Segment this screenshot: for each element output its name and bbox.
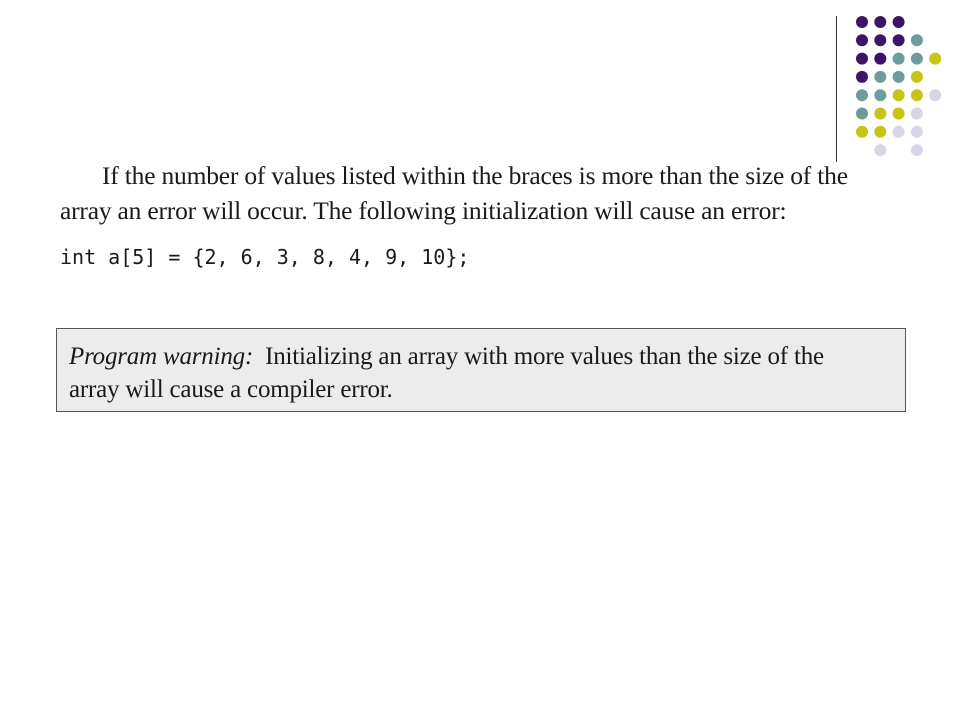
paragraph-line-1: If the number of values listed within the braces is more than the size of the <box>102 161 848 190</box>
warning-text <box>69 340 901 406</box>
dot-lavender <box>874 144 886 156</box>
dot-lavender <box>893 126 905 138</box>
dot-purple <box>856 16 868 28</box>
dot-lavender <box>911 144 923 156</box>
warning-text-line-1: Initializing an array with more values than the size of the <box>265 343 824 370</box>
dot-purple <box>874 53 886 65</box>
dot-purple <box>893 16 905 28</box>
dot-purple <box>856 34 868 46</box>
dot-purple <box>893 34 905 46</box>
dot-purple <box>856 71 868 83</box>
dot-purple <box>856 53 868 65</box>
dot-lime <box>893 89 905 101</box>
decorative-dot-grid <box>0 0 960 170</box>
warning-row-1 <box>69 340 901 373</box>
paragraph-line-2: array an error will occur. The following initialization will cause an error: <box>60 196 787 225</box>
dot-lime <box>911 71 923 83</box>
warning-text-line-2: array will cause a compiler error. <box>69 376 393 403</box>
program-warning-box <box>56 328 906 412</box>
dot-lavender <box>911 126 923 138</box>
dot-lime <box>874 108 886 120</box>
dot-lime <box>856 126 868 138</box>
dot-teal <box>874 89 886 101</box>
dot-lavender <box>911 108 923 120</box>
dot-teal <box>911 53 923 65</box>
dot-grid-icon <box>0 0 960 170</box>
dot-lime <box>893 108 905 120</box>
dot-lavender <box>929 89 941 101</box>
dot-teal <box>856 89 868 101</box>
dot-teal <box>893 71 905 83</box>
dot-teal <box>856 108 868 120</box>
warning-label: Program warning: <box>69 343 254 370</box>
dot-teal <box>911 34 923 46</box>
dot-teal <box>874 71 886 83</box>
dot-lime <box>911 89 923 101</box>
dot-teal <box>893 53 905 65</box>
code-example: int a[5] = {2, 6, 3, 8, 4, 9, 10}; <box>60 245 470 269</box>
dot-lime <box>929 53 941 65</box>
dot-purple <box>874 16 886 28</box>
body-paragraph <box>60 158 918 228</box>
dot-lime <box>874 126 886 138</box>
dot-purple <box>874 34 886 46</box>
